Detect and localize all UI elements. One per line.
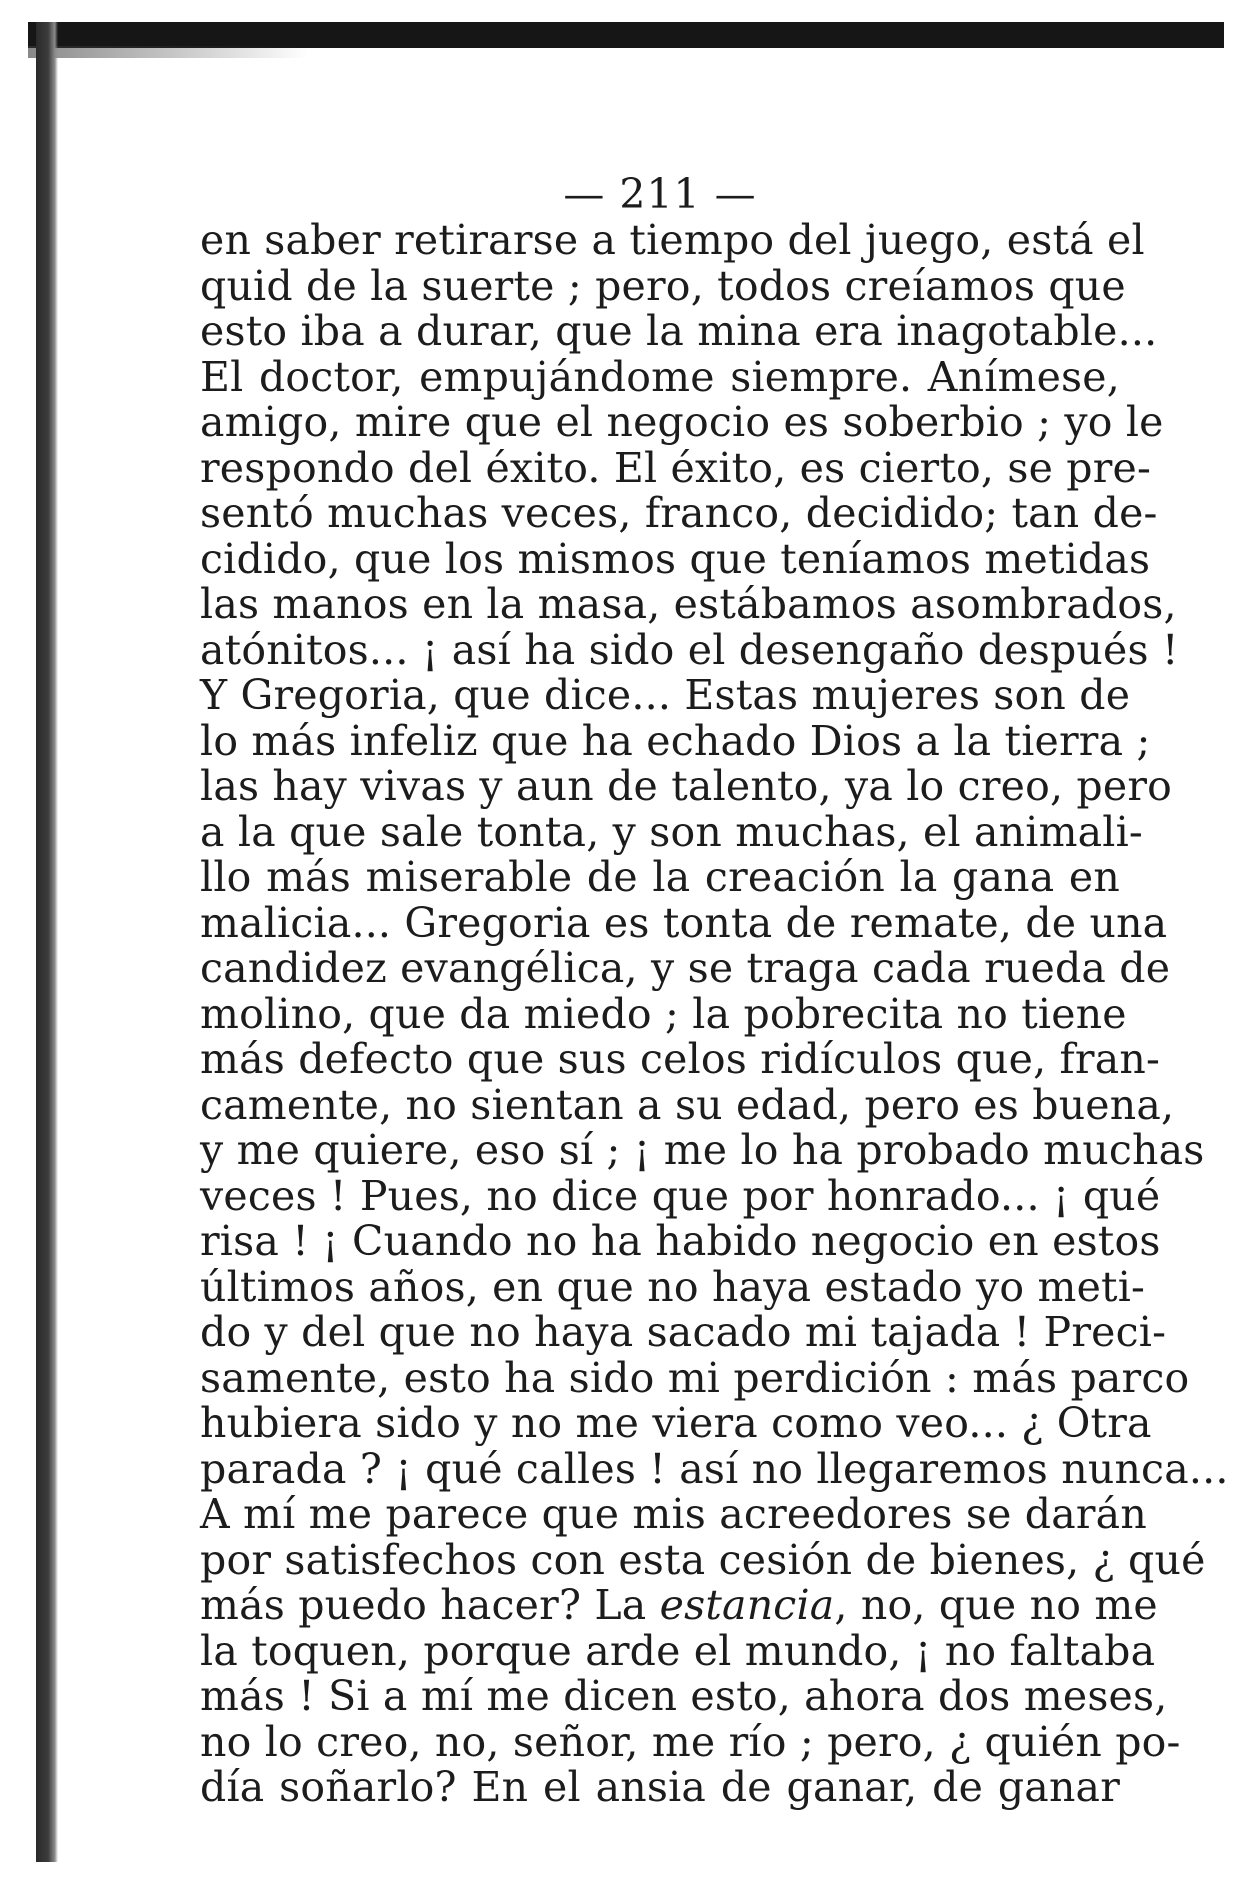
text-line: atónitos... ¡ así ha sido el desengaño después ! <box>200 625 1179 674</box>
text-line: no lo creo, no, señor, me río ; pero, ¿ quién po- <box>200 1717 1181 1766</box>
text-line: El doctor, empujándome siempre. Anímese, <box>200 352 1120 401</box>
text-line: cidido, que los mismos que teníamos metidas <box>200 534 1151 583</box>
text-line: do y del que no haya sacado mi tajada ! Preci- <box>200 1308 1167 1356</box>
text-line: candidez evangélica, y se traga cada rueda de <box>200 944 1171 992</box>
text-line: más ! Si a mí me dicen esto, ahora dos meses, <box>200 1672 1168 1720</box>
text-line: samente, esto ha sido mi perdición : más parco <box>200 1353 1190 1402</box>
text-line: malicia... Gregoria es tonta de remate, de una <box>200 898 1168 947</box>
left-binding-edge <box>36 22 58 1862</box>
page-number: — 211 — <box>563 170 757 218</box>
top-border-shadow <box>28 46 308 58</box>
text-line: molino, que da miedo ; la pobrecita no tiene <box>200 989 1127 1038</box>
body-text <box>200 216 1229 1811</box>
text-line: camente, no sientan a su edad, pero es buena, <box>200 1080 1175 1129</box>
text-line: respondo del éxito. El éxito, es cierto, se pre- <box>200 443 1152 492</box>
text-line: la toquen, porque arde el mundo, ¡ no faltaba <box>200 1626 1156 1675</box>
text-line: veces ! Pues, no dice que por honrado... ¡ qué <box>200 1171 1161 1220</box>
text-line: por satisfechos con esta cesión de bienes, ¿ qué <box>200 1535 1206 1584</box>
text-segment: más puedo hacer? La <box>200 1581 660 1629</box>
top-border-rule <box>28 22 1224 48</box>
text-line-with-italic <box>200 1581 1158 1629</box>
text-line: A mí me parece que mis acreedores se darán <box>200 1490 1147 1538</box>
text-line: sentó muchas veces, franco, decidido; tan de- <box>200 489 1158 537</box>
text-line: las manos en la masa, estábamos asombrados, <box>200 580 1177 628</box>
italic-word: estancia <box>659 1581 835 1629</box>
text-line: más defecto que sus celos ridículos que, fran- <box>200 1035 1161 1083</box>
text-line: Y Gregoria, que dice... Estas mujeres son de <box>200 671 1131 719</box>
text-line: y me quiere, eso sí ; ¡ me lo ha probado muchas <box>200 1126 1205 1174</box>
text-line: a la que sale tonta, y son muchas, el animali- <box>200 807 1143 856</box>
text-line: las hay vivas y aun de talento, ya lo creo, pero <box>200 762 1173 810</box>
text-line: llo más miserable de la creación la gana en <box>200 853 1120 901</box>
text-line: risa ! ¡ Cuando no ha habido negocio en estos <box>200 1217 1161 1265</box>
text-line: lo más infeliz que ha echado Dios a la tierra ; <box>200 716 1151 765</box>
text-line: esto iba a durar, que la mina era inagotable... <box>200 307 1158 355</box>
text-line: en saber retirarse a tiempo del juego, está el <box>200 216 1145 264</box>
text-line: amigo, mire que el negocio es soberbio ; yo le <box>200 398 1164 446</box>
text-line: hubiera sido y no me viera como veo... ¿ Otra <box>200 1399 1152 1447</box>
text-line: parada ? ¡ qué calles ! así no llegaremos nunca... <box>200 1444 1229 1493</box>
text-line: quid de la suerte ; pero, todos creíamos que <box>200 261 1126 310</box>
text-line: día soñarlo? En el ansia de ganar, de ganar <box>200 1763 1120 1811</box>
text-segment: , no, que no me <box>834 1581 1158 1629</box>
text-line: últimos años, en que no haya estado yo meti- <box>200 1262 1146 1311</box>
